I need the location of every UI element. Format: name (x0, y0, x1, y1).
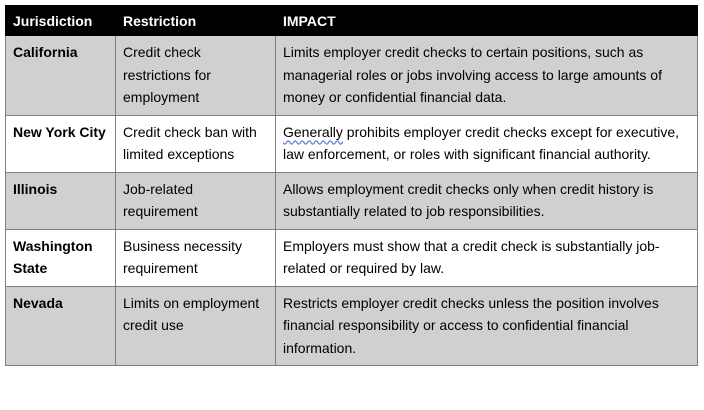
header-impact: IMPACT (276, 6, 698, 36)
jurisdiction-cell: Nevada (6, 286, 116, 366)
impact-text: Limits employer credit checks to certain positions, such as managerial roles or jobs involving access to large amounts of money or confidential financial data. (283, 44, 662, 105)
header-restriction: Restriction (116, 6, 276, 36)
restriction-cell: Job-related requirement (116, 172, 276, 229)
jurisdiction-cell: Washington State (6, 229, 116, 286)
impact-cell (276, 229, 698, 286)
jurisdiction-cell: California (6, 36, 116, 116)
jurisdiction-cell: New York City (6, 115, 116, 172)
impact-text: Employers must show that a credit check is substantially job-related or required by law. (283, 237, 660, 276)
restriction-cell: Credit check restrictions for employment (116, 36, 276, 116)
table-row (6, 286, 698, 366)
impact-cell (276, 172, 698, 229)
impact-cell (276, 286, 698, 366)
table-row (6, 115, 698, 172)
header-jurisdiction: Jurisdiction (6, 6, 116, 36)
table-row (6, 172, 698, 229)
restriction-cell: Credit check ban with limited exceptions (116, 115, 276, 172)
impact-cell (276, 36, 698, 116)
impact-cell (276, 115, 698, 172)
impact-text: prohibits employer credit checks except for executive, law enforcement, or roles with significant financial authority. (283, 123, 680, 162)
credit-check-laws-table (5, 5, 698, 366)
restriction-cell: Limits on employment credit use (116, 286, 276, 366)
restriction-cell: Business necessity requirement (116, 229, 276, 286)
impact-text: Restricts employer credit checks unless the position involves financial responsibility or access to confidential financial information. (283, 294, 659, 356)
table-header-row (6, 6, 698, 36)
impact-lead-word: Generally (283, 123, 343, 140)
jurisdiction-cell: Illinois (6, 172, 116, 229)
impact-text: Allows employment credit checks only when credit history is substantially related to job responsibilities. (283, 180, 654, 219)
table-row (6, 229, 698, 286)
table-row (6, 36, 698, 116)
